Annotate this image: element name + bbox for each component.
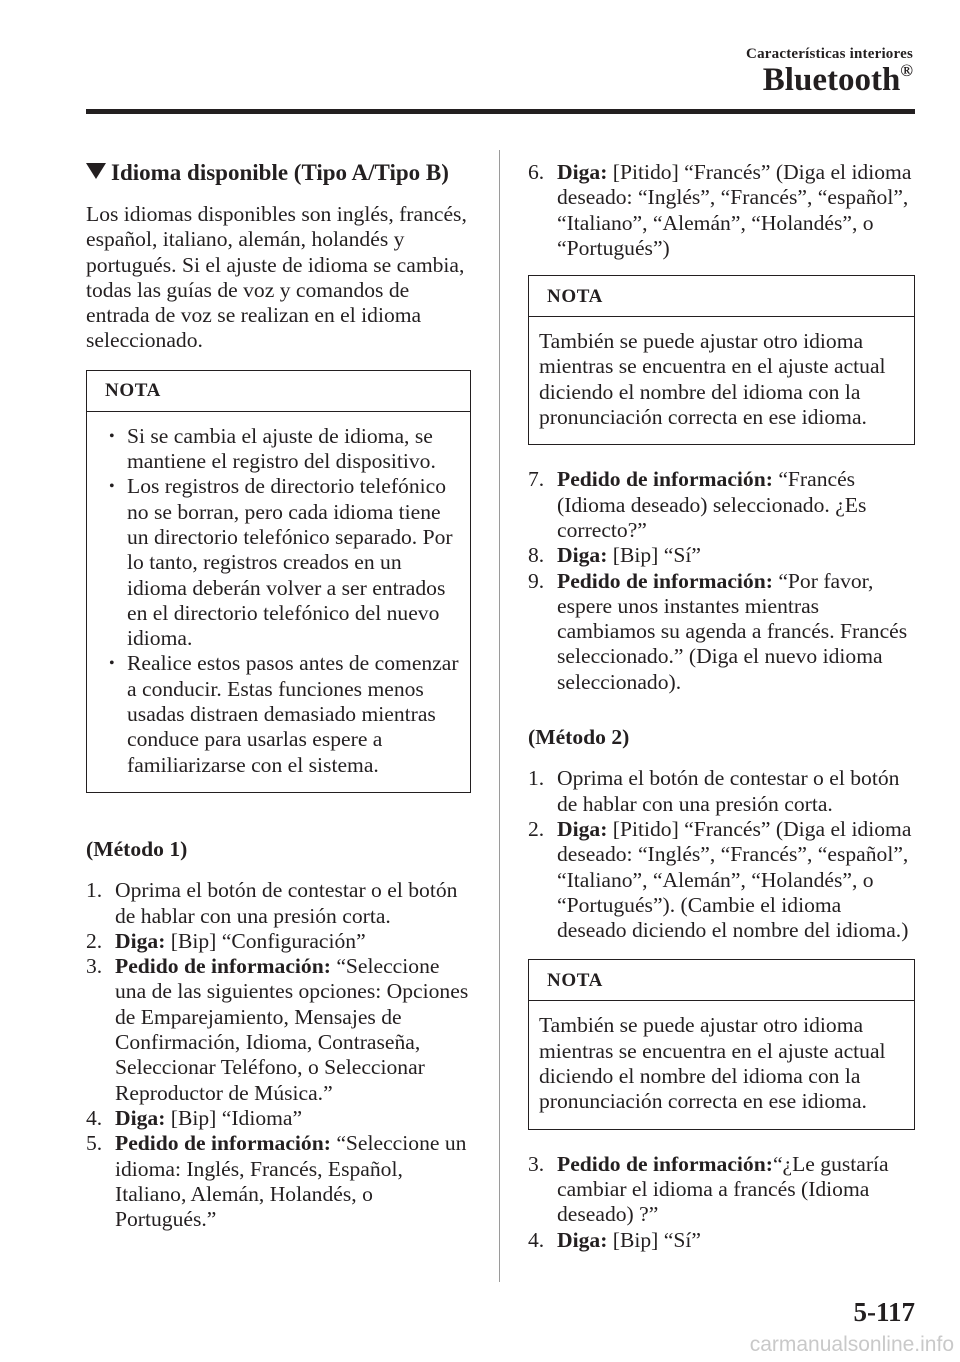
step-item [528, 543, 915, 568]
triangle-down-icon [86, 163, 106, 179]
step-label: Pedido de información: [115, 1131, 331, 1156]
step-text: [Bip] “Sí” [607, 543, 701, 568]
step-item [528, 160, 915, 261]
method-2-heading: (Método 2) [528, 725, 630, 750]
method-1-steps-continued [528, 160, 915, 261]
step-label: Diga: [115, 1105, 166, 1130]
intro-paragraph: Los idiomas disponibles son inglés, francés, español, italiano, alemán, holandés y portugués. Si el ajuste de idioma se cambia, todas las guías de voz y comandos de entrada de voz se realizan en el idioma seleccionado. [86, 202, 467, 353]
note-bullet-list [97, 424, 460, 778]
method-1-heading: (Método 1) [86, 836, 188, 861]
note-text: También se puede ajustar otro idioma mientras se encuentra en el ajuste actual diciendo el nombre del idioma con la pronunciación correcta en ese idioma. [539, 329, 886, 430]
note-box [528, 275, 915, 445]
registered-mark: ® [900, 61, 913, 80]
note-body [529, 317, 914, 444]
section-heading [86, 160, 471, 186]
left-column [86, 160, 471, 1232]
step-item [528, 766, 915, 817]
step-item [86, 878, 471, 929]
header-rule [86, 109, 915, 114]
step-number: 5. [86, 1131, 103, 1156]
step-number: 6. [528, 160, 545, 184]
method-2-steps [528, 766, 915, 943]
step-item [528, 1152, 915, 1228]
note-title: NOTA [529, 960, 914, 1001]
step-label: Pedido de información: [557, 1151, 773, 1176]
step-text: Oprima el botón de contestar o el botón de hablar con una presión corta. [115, 878, 458, 928]
step-number: 4. [528, 1227, 545, 1252]
note-body [87, 412, 470, 792]
step-label: Diga: [557, 1227, 608, 1252]
step-number: 1. [528, 766, 545, 791]
note-title: NOTA [529, 276, 914, 317]
method-1-steps [86, 878, 471, 1232]
step-label: Diga: [557, 160, 608, 184]
step-item [528, 1228, 915, 1253]
step-number: 8. [528, 543, 545, 568]
note-title: NOTA [87, 371, 470, 412]
watermark: carmanualsonline.info [749, 1333, 954, 1356]
note-bullet: • Si se cambia el ajuste de idioma, se mantiene el registro del dispositivo. [97, 424, 460, 475]
step-number: 7. [528, 467, 545, 492]
column-divider [499, 150, 500, 1282]
step-label: Diga: [557, 543, 608, 568]
step-text: Oprima el botón de contestar o el botón de hablar con una presión corta. [557, 766, 900, 816]
step-label: Pedido de información: [115, 954, 331, 979]
step-text: [Pitido] “Francés” (Diga el idioma deseado: “Inglés”, “Francés”, “español”, “Italiano”, “Alemán”, “Holandés”, o “Portugués”) [557, 160, 912, 260]
step-text: “Por favor, espere unos instantes mientras cambiamos su agenda a francés. Francés seleccionado.” (Diga el nuevo idioma seleccionado). [557, 568, 908, 694]
step-item [86, 1106, 471, 1131]
note-text: También se puede ajustar otro idioma mientras se encuentra en el ajuste actual diciendo el nombre del idioma con la pronunciación correcta en ese idioma. [539, 1013, 886, 1114]
note-body [529, 1001, 914, 1128]
step-number: 3. [86, 954, 103, 979]
note-bullet: • Realice estos pasos antes de comenzar a conducir. Estas funciones menos usadas distraen demasiado mientras conduce para usarlas espere a familiarizarse con el sistema. [97, 651, 460, 777]
step-item [86, 954, 471, 1106]
step-text: [Pitido] “Francés” (Diga el idioma deseado: “Inglés”, “Francés”, “español”, “Italiano”, “Alemán”, “Holandés”, o “Portugués”). (Cambie el idioma deseado diciendo el nombre del idioma.) [557, 816, 912, 943]
step-label: Pedido de información: [557, 467, 773, 492]
step-number: 2. [86, 928, 103, 953]
chapter-label: Características interiores [746, 46, 913, 62]
step-text: “¿Le gustaría cambiar el idioma a francés (Idioma deseado) ?” [557, 1151, 889, 1227]
step-item [528, 569, 915, 695]
step-item [86, 929, 471, 954]
note-box [86, 370, 471, 793]
step-number: 1. [86, 878, 103, 903]
page-title-text: Bluetooth [762, 62, 901, 98]
right-column [528, 160, 915, 1253]
step-number: 2. [528, 816, 545, 841]
step-item [86, 1131, 471, 1232]
method-1-steps-final [528, 467, 915, 695]
step-text: “Seleccione un idioma: Inglés, Francés, Español, Italiano, Alemán, Holandés, o Portugués.” [115, 1131, 467, 1232]
method-2-steps-continued [528, 1152, 915, 1253]
step-label: Diga: [115, 928, 166, 953]
note-bullet: • Los registros de directorio telefónico no se borran, pero cada idioma tiene un directorio telefónico separado. Por lo tanto, registros creados en un idioma deberán volver a ser entrados en el directorio telefónico del nuevo idioma. [97, 474, 460, 651]
step-number: 3. [528, 1151, 545, 1176]
step-text: [Bip] “Sí” [607, 1227, 701, 1252]
step-item [528, 467, 915, 543]
step-number: 9. [528, 568, 545, 593]
page-number: 5-117 [853, 1297, 915, 1327]
step-text: “Francés (Idioma deseado) seleccionado. ¿Es correcto?” [557, 467, 867, 542]
step-item [528, 817, 915, 943]
step-label: Pedido de información: [557, 568, 773, 593]
page-title [763, 62, 913, 99]
step-text: [Bip] “Configuración” [165, 928, 366, 953]
step-text: [Bip] “Idioma” [165, 1105, 303, 1130]
step-text: “Seleccione una de las siguientes opciones: Opciones de Emparejamiento, Mensajes de Confirmación, Idioma, Contraseña, Seleccionar Teléfono, o Seleccionar Reproductor de Música.” [115, 954, 469, 1105]
note-box [528, 959, 915, 1129]
step-label: Diga: [557, 816, 608, 841]
section-heading-text: Idioma disponible (Tipo A/Tipo B) [111, 160, 449, 185]
step-number: 4. [86, 1105, 103, 1130]
